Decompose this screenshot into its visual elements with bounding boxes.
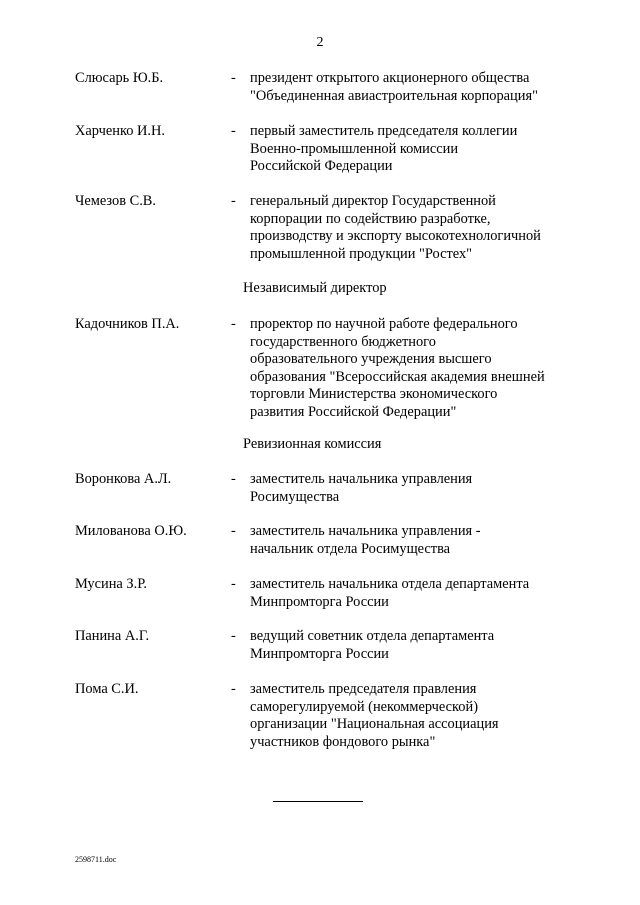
person-name: Воронкова А.Л. — [75, 471, 172, 487]
person-name: Мусина З.Р. — [75, 576, 148, 592]
position-line: промышленной продукции "Ростех" — [250, 245, 473, 262]
position-line: государственного бюджетного — [250, 333, 436, 350]
person-name: Харченко И.Н. — [75, 123, 165, 139]
position-line: Росимущества — [250, 488, 340, 505]
position-line: президент открытого акционерного общества — [250, 70, 530, 86]
separator-dash: - — [231, 123, 236, 139]
closing-divider — [273, 801, 363, 802]
person-name: Пома С.И. — [75, 681, 139, 697]
position-line: производству и экспорту высокотехнологичной — [250, 228, 541, 244]
person-position — [250, 193, 580, 263]
position-line: образовательного учреждения высшего — [250, 351, 492, 367]
position-line: организации "Национальная ассоциация — [250, 716, 499, 732]
position-line: участников фондового рынка" — [250, 733, 436, 750]
person-position — [250, 70, 580, 105]
person-name: Слюсарь Ю.Б. — [75, 70, 164, 86]
person-position — [250, 316, 580, 421]
separator-dash: - — [231, 523, 236, 539]
position-line: начальник отдела Росимущества — [250, 540, 451, 557]
person-position — [250, 471, 580, 506]
position-line: Минпромторга России — [250, 593, 389, 610]
person-position — [250, 681, 580, 751]
position-line: торговли Министерства экономического — [250, 386, 498, 402]
position-line: развития Российской Федерации" — [250, 403, 457, 420]
position-line: заместитель начальника управления — [250, 471, 473, 487]
person-name: Чемезов С.В. — [75, 193, 156, 209]
person-position — [250, 576, 580, 611]
position-line: заместитель председателя правления — [250, 681, 477, 697]
person-position — [250, 523, 580, 558]
position-line: Минпромторга России — [250, 645, 389, 662]
position-line: ведущий советник отдела департамента — [250, 628, 495, 644]
separator-dash: - — [231, 70, 236, 86]
person-name: Милованова О.Ю. — [75, 523, 187, 539]
position-line: образования "Всероссийская академия внешней — [250, 368, 545, 385]
position-line: Российской Федерации — [250, 158, 393, 174]
person-position — [250, 123, 580, 176]
page-number: 2 — [316, 35, 324, 50]
position-line: первый заместитель председателя коллегии — [250, 123, 518, 139]
document-code: 2598711.doc — [75, 855, 117, 864]
position-line: Военно-промышленной комиссии — [250, 140, 459, 157]
separator-dash: - — [231, 316, 236, 332]
position-line: заместитель начальника управления - — [250, 523, 481, 539]
separator-dash: - — [231, 193, 236, 209]
separator-dash: - — [231, 471, 236, 487]
person-name: Панина А.Г. — [75, 628, 150, 644]
position-line: заместитель начальника отдела департамента — [250, 576, 530, 592]
position-line: генеральный директор Государственной — [250, 193, 496, 209]
separator-dash: - — [231, 681, 236, 697]
position-line: саморегулируемой (некоммерческой) — [250, 698, 478, 715]
position-line: проректор по научной работе федерального — [250, 316, 518, 332]
separator-dash: - — [231, 628, 236, 644]
position-line: "Объединенная авиастроительная корпорация" — [250, 87, 538, 104]
position-line: корпорации по содействию разработке, — [250, 210, 491, 227]
section-heading-independent-director: Независимый директор — [243, 280, 387, 296]
person-name: Кадочников П.А. — [75, 316, 180, 332]
person-position — [250, 628, 580, 663]
section-heading-audit-commission: Ревизионная комиссия — [243, 436, 382, 452]
separator-dash: - — [231, 576, 236, 592]
